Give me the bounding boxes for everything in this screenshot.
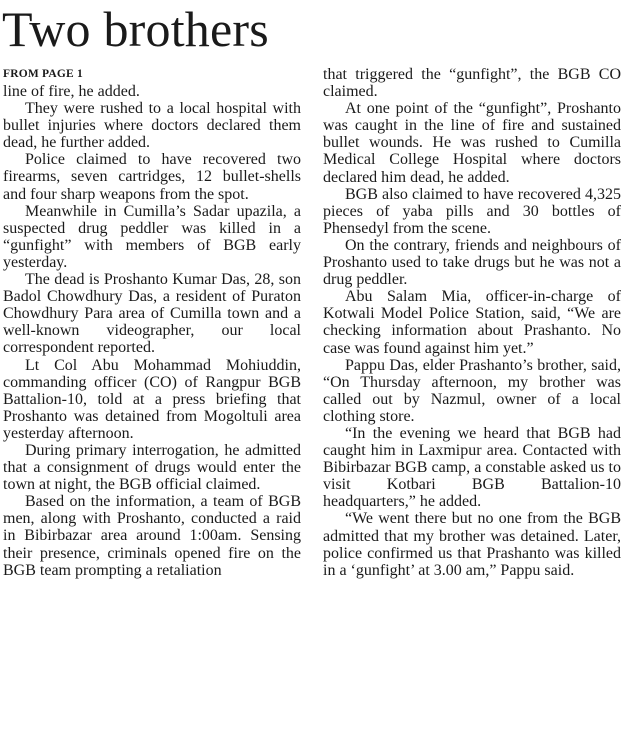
paragraph: Based on the information, a team of BGB men, along with Proshanto, conducted a raid in Bibirbazar area around 1:00am. Sensing their presence, criminals opened fire on the BGB team prompting a retaliation xyxy=(3,493,301,579)
paragraph: Lt Col Abu Mohammad Mohiuddin, commanding officer (CO) of Rangpur BGB Battalion-10, told at a press briefing that Proshanto was detained from Mogoltuli area yesterday afternoon. xyxy=(3,356,301,442)
paragraph: Abu Salam Mia, officer-in-charge of Kotwali Model Police Station, said, “We are checking information about Prashanto. No case was found against him yet.” xyxy=(323,288,621,357)
article-column-left xyxy=(3,66,301,579)
paragraph: Police claimed to have recovered two firearms, seven cartridges, 12 bullet-shells and four sharp weapons from the spot. xyxy=(3,151,301,203)
article-column-right xyxy=(323,66,621,579)
paragraph: line of fire, he added. xyxy=(3,83,140,100)
paragraph: Meanwhile in Cumilla’s Sadar upazila, a suspected drug peddler was killed in a “gunfight” with members of BGB early yesterday. xyxy=(3,202,301,271)
headline: Two brothers xyxy=(2,1,269,57)
paragraph: On the contrary, friends and neighbours of Proshanto used to take drugs but he was not a drug peddler. xyxy=(323,236,621,289)
right-column-body xyxy=(323,66,621,579)
paragraph: Pappu Das, elder Prashanto’s brother, said, “On Thursday afternoon, my brother was called out by Nazmul, owner of a local clothing store. xyxy=(323,356,621,425)
paragraph: “In the evening we heard that BGB had caught him in Laxmipur area. Contacted with Bibirbazar BGB camp, a constable asked us to visit Kotbari BGB Battalion-10 headquarters,” he added. xyxy=(323,424,621,511)
paragraph: BGB also claimed to have recovered 4,325 pieces of yaba pills and 30 bottles of Phensedyl from the scene. xyxy=(323,185,621,237)
left-column-body xyxy=(3,83,301,579)
paragraph: During primary interrogation, he admitted that a consignment of drugs would enter the town at night, the BGB official claimed. xyxy=(3,441,301,494)
paragraph: “We went there but no one from the BGB admitted that my brother was detained. Later, police confirmed us that Prashanto was killed in a ‘gunfight’ at 3.00 am,” Pappu said. xyxy=(323,510,621,579)
paragraph: At one point of the “gunfight”, Proshanto was caught in the line of fire and sustained bullet wounds. He was rushed to Cumilla Medical College Hospital where doctors declared him dead, he added. xyxy=(323,100,621,186)
paragraph: that triggered the “gunfight”, the BGB CO claimed. xyxy=(323,66,621,101)
kicker: FROM PAGE 1 xyxy=(3,68,83,80)
paragraph: The dead is Proshanto Kumar Das, 28, son Badol Chowdhury Das, a resident of Puraton Chowdhury Para area of Cumilla town and a well-known videographer, our local correspondent reported. xyxy=(3,271,301,357)
paragraph: They were rushed to a local hospital with bullet injuries where doctors declared them dead, he further added. xyxy=(3,100,301,152)
